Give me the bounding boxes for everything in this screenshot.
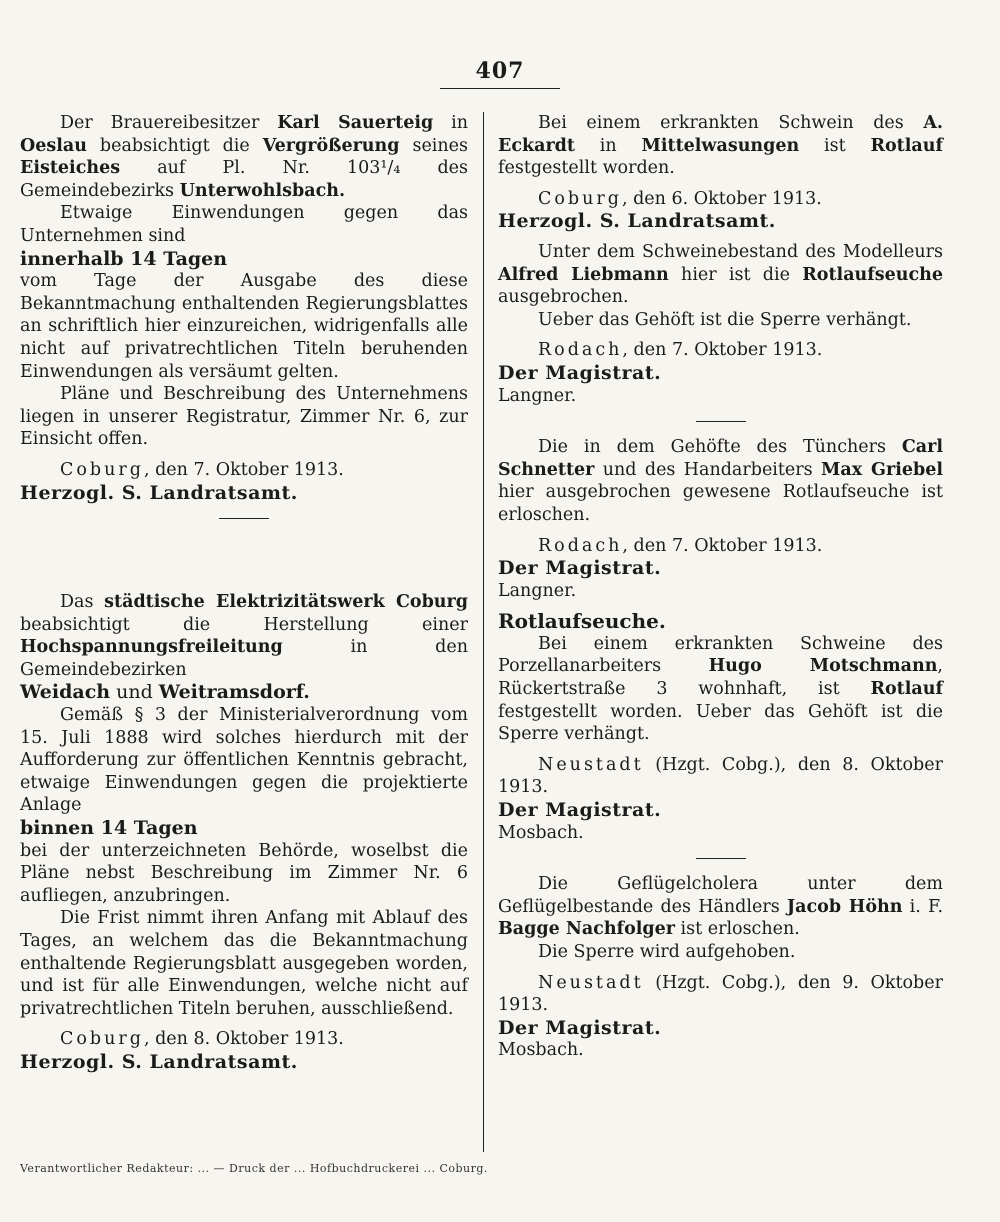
notice-1-paragraph-4: Pläne und Beschreibung des Unternehmens liegen in unserer Registratur, Zimmer Nr. 6, zur Einsicht offen.: [20, 384, 468, 450]
notice-5-signer: Langner.: [498, 580, 577, 601]
notice-4-paragraph-2: Ueber das Gehöft ist die Sperre verhängt.: [538, 309, 912, 330]
notice-2-paragraph-2: Gemäß § 3 der Ministerialverordnung vom 15. Juli 1888 wird solches hierdurch mit der Aufforderung zur öffentlichen Kenntnis gebracht, etwaige Einwendungen gegen die projektierte Anlage: [20, 705, 468, 816]
notice-5-signature: Der Magistrat.: [498, 557, 662, 580]
notice-2-signature: Herzogl. S. Landratsamt.: [20, 1050, 298, 1073]
notice-6-paragraph: Bei einem erkrankten Schweine des Porzellanarbeiters Hugo Motschmann, Rückertstraße 3 wohnhaft, ist Rotlauf festgestellt worden. Ueber das Gehöft ist die Sperre verhängt.: [498, 633, 943, 745]
right-column: [498, 112, 943, 1062]
notice-2-date: Coburg, den 8. Oktober 1913.: [60, 1029, 344, 1050]
notice-7-paragraph-2: Die Sperre wird aufgehoben.: [538, 942, 796, 962]
notice-1-date: Coburg, den 7. Oktober 1913.: [60, 459, 344, 480]
column-divider: [483, 112, 484, 1152]
notice-6-date: Neustadt (Hzgt. Cobg.), den 8. Oktober 1913.: [498, 754, 943, 798]
notice-4-paragraph-1: Unter dem Schweinebestand des Modelleurs Alfred Liebmann hier ist die Rotlaufseuche ausgebrochen.: [498, 241, 944, 308]
notice-6-signature: Der Magistrat.: [498, 799, 662, 822]
notice-3-paragraph: Bei einem erkrankten Schwein des A. Eckardt in Mittelwasungen ist Rotlauf festgestellt worden.: [498, 113, 943, 179]
notice-3-signature: Herzogl. S. Landratsamt.: [498, 210, 776, 233]
notice-3-date: Coburg, den 6. Oktober 1913.: [538, 188, 822, 209]
notice-1-paragraph-1: Der Brauereibesitzer Karl Sauerteig in Oeslau beabsichtigt die Vergrößerung seines Eisteiches auf Pl. Nr. 103¹/₄ des Gemeindebezirks Unterwohlsbach.: [20, 113, 469, 201]
section-separator: [219, 518, 269, 519]
notice-2-paragraph-1: Das städtische Elektrizitätswerk Coburg beabsichtigt die Herstellung einer Hochspannungsfreileitung in den Gemeindebezirken: [20, 592, 468, 680]
notice-2-deadline: binnen 14 Tagen: [20, 817, 198, 840]
notice-2-places: Weidach und Weitramsdorf.: [20, 681, 310, 704]
notice-1-paragraph-3: vom Tage der Ausgabe des diese Bekanntmachung enthaltenden Regierungsblattes an schriftlich hier einzureichen, widrigenfalls alle nicht auf privatrechtlichen Titeln beruhenden Einwendungen als versäumt gelten.: [20, 271, 468, 382]
notice-2-paragraph-3: bei der unterzeichneten Behörde, woselbst die Pläne nebst Beschreibung im Zimmer Nr. 6 aufliegen, anzubringen.: [20, 840, 468, 906]
header-rule: [440, 88, 560, 89]
notice-2-paragraph-4: Die Frist nimmt ihren Anfang mit Ablauf des Tages, an welchem das die Bekanntmachung enthaltende Regierungsblatt ausgegeben worden, und ist für alle Einwendungen, welche nicht auf privatrechtlichen Titeln beruhen, ausschließend.: [20, 908, 468, 1019]
notice-6-signer: Mosbach.: [498, 822, 584, 843]
notice-5-date: Rodach, den 7. Oktober 1913.: [538, 535, 823, 556]
notice-7-paragraph-1: Die Geflügelcholera unter dem Geflügelbestande des Händlers Jacob Höhn i. F. Bagge Nachfolger ist erloschen.: [498, 874, 944, 940]
notice-7-signer: Mosbach.: [498, 1040, 584, 1061]
section-separator: [696, 421, 746, 422]
notice-1-paragraph-2: Etwaige Einwendungen gegen das Unternehmen sind: [20, 203, 468, 246]
section-separator: [696, 858, 746, 859]
page-number: 407: [475, 58, 525, 84]
notice-5-paragraph: Die in dem Gehöfte des Tünchers Carl Schnetter und des Handarbeiters Max Griebel hier ausgebrochen gewesene Rotlaufseuche ist erloschen.: [498, 437, 943, 525]
notice-4-date: Rodach, den 7. Oktober 1913.: [538, 340, 823, 361]
printer-imprint: Verantwortlicher Redakteur: ... — Druck der ... Hofbuchdruckerei ... Coburg.: [20, 1162, 488, 1175]
notice-6-heading: Rotlaufseuche.: [498, 609, 666, 634]
notice-4-signature: Der Magistrat.: [498, 361, 662, 384]
notice-1-signature: Herzogl. S. Landratsamt.: [20, 481, 298, 504]
notice-1-deadline: innerhalb 14 Tagen: [20, 247, 228, 270]
notice-7-date: Neustadt (Hzgt. Cobg.), den 9. Oktober 1913.: [498, 972, 943, 1016]
left-column: [20, 112, 468, 1074]
notice-4-signer: Langner.: [498, 385, 577, 406]
notice-7-signature: Der Magistrat.: [498, 1016, 662, 1039]
